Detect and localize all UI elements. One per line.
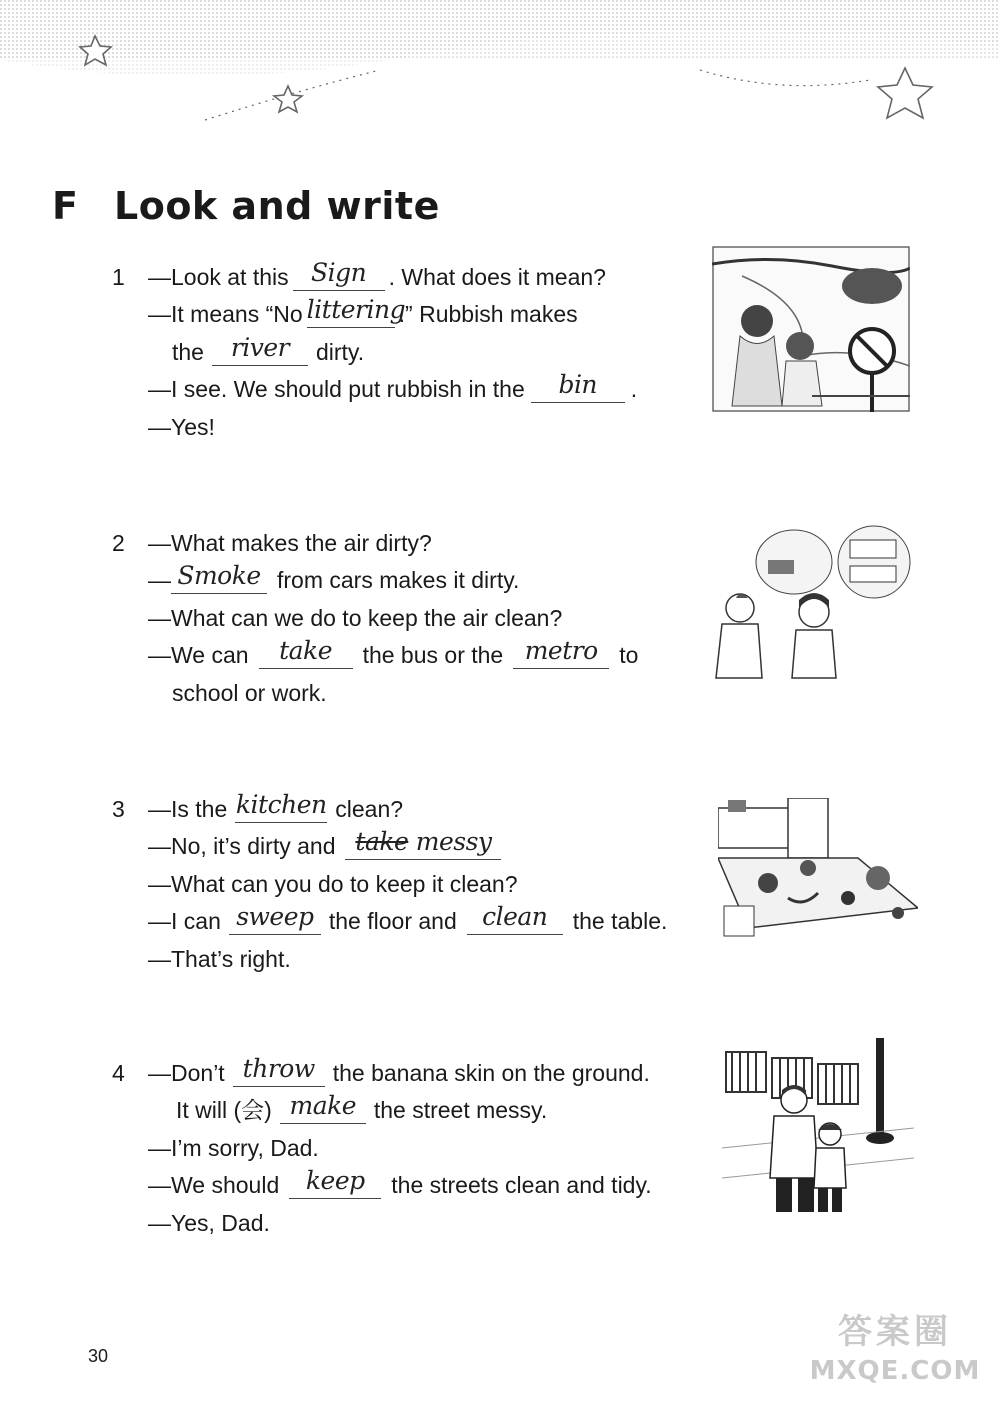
handwritten-answer: metro	[524, 636, 598, 665]
exercise-line: the river dirty.	[172, 333, 365, 365]
exercise-number: 1	[112, 264, 125, 290]
answer-blank[interactable]	[467, 902, 563, 935]
exercise-line: —Yes, Dad.	[148, 1210, 270, 1236]
exercise-line: —I’m sorry, Dad.	[148, 1135, 319, 1161]
handwritten-answer: sweep	[236, 902, 314, 931]
handwritten-answer: take messy	[355, 827, 492, 856]
page-number: 30	[88, 1346, 109, 1366]
answer-blank[interactable]	[212, 333, 308, 366]
handwritten-answer: Smoke	[177, 561, 261, 590]
exercise-number: 4	[112, 1060, 125, 1086]
exercise-line: —Yes!	[148, 414, 215, 440]
answer-blank[interactable]	[531, 370, 625, 403]
exercise-line: —What can we do to keep the air clean?	[148, 605, 563, 631]
struck-answer: take	[355, 827, 409, 856]
section-letter: F	[52, 184, 79, 228]
street-father-son-illustration	[722, 1038, 914, 1216]
section-title-text: Look and write	[114, 184, 440, 228]
answer-blank[interactable]	[229, 902, 321, 935]
messy-kitchen-illustration	[718, 798, 918, 938]
exercise-line: It will (会) make the street messy.	[176, 1091, 548, 1123]
handwritten-answer: Sign	[311, 258, 367, 287]
exercise-line: —We can take the bus or the metro to	[148, 636, 639, 668]
handwritten-answer: bin	[558, 370, 598, 399]
river-no-littering-illustration	[712, 246, 910, 412]
answer-blank[interactable]	[345, 827, 501, 860]
answer-blank[interactable]	[235, 790, 327, 823]
exercise-line: —Is the kitchen clean?	[148, 790, 404, 822]
answer-blank[interactable]	[280, 1091, 366, 1124]
answer-blank[interactable]	[233, 1054, 325, 1087]
exercise-line: —What makes the air dirty?	[148, 530, 432, 556]
handwritten-answer: take	[279, 636, 333, 665]
answer-blank[interactable]	[259, 636, 353, 669]
kids-clean-air-illustration	[704, 520, 914, 680]
exercise-line: —Don’t throw the banana skin on the ground.	[148, 1054, 650, 1086]
exercise-line: school or work.	[172, 680, 327, 706]
answer-blank[interactable]	[513, 636, 609, 669]
exercise-line: —We should keep the streets clean and tidy.	[148, 1166, 652, 1198]
exercise-line: — Smoke from cars makes it dirty.	[148, 561, 520, 593]
exercise-line: —Look at this Sign . What does it mean?	[148, 258, 606, 290]
watermark-url: MXQE.COM	[809, 1356, 981, 1386]
handwritten-answer: kitchen	[235, 790, 327, 819]
answer-blank[interactable]	[171, 561, 267, 594]
exercise-number: 3	[112, 796, 125, 822]
handwritten-answer: littering	[306, 295, 406, 324]
star-border-decoration	[0, 0, 1000, 160]
handwritten-answer: throw	[242, 1054, 315, 1083]
exercise-line: —It means “No littering.” Rubbish makes	[148, 295, 578, 327]
watermark-mark: 答案圈	[838, 1312, 952, 1352]
exercise-line: —I can sweep the floor and clean the table.	[148, 902, 668, 934]
handwritten-answer: keep	[305, 1166, 365, 1195]
watermark	[800, 1310, 990, 1395]
section-title	[52, 184, 440, 228]
exercise-line: —I see. We should put rubbish in the bin .	[148, 370, 638, 402]
exercise-line: —That’s right.	[148, 946, 291, 972]
exercise-number: 2	[112, 530, 125, 556]
exercise-line: —What can you do to keep it clean?	[148, 871, 518, 897]
answer-blank[interactable]	[293, 258, 385, 291]
answer-blank[interactable]	[289, 1166, 381, 1199]
handwritten-answer: make	[289, 1091, 357, 1120]
handwritten-answer: clean	[482, 902, 548, 931]
handwritten-answer: river	[230, 333, 290, 362]
exercise-line: —No, it’s dirty and take messy	[148, 831, 511, 861]
answer-blank[interactable]	[306, 295, 406, 328]
